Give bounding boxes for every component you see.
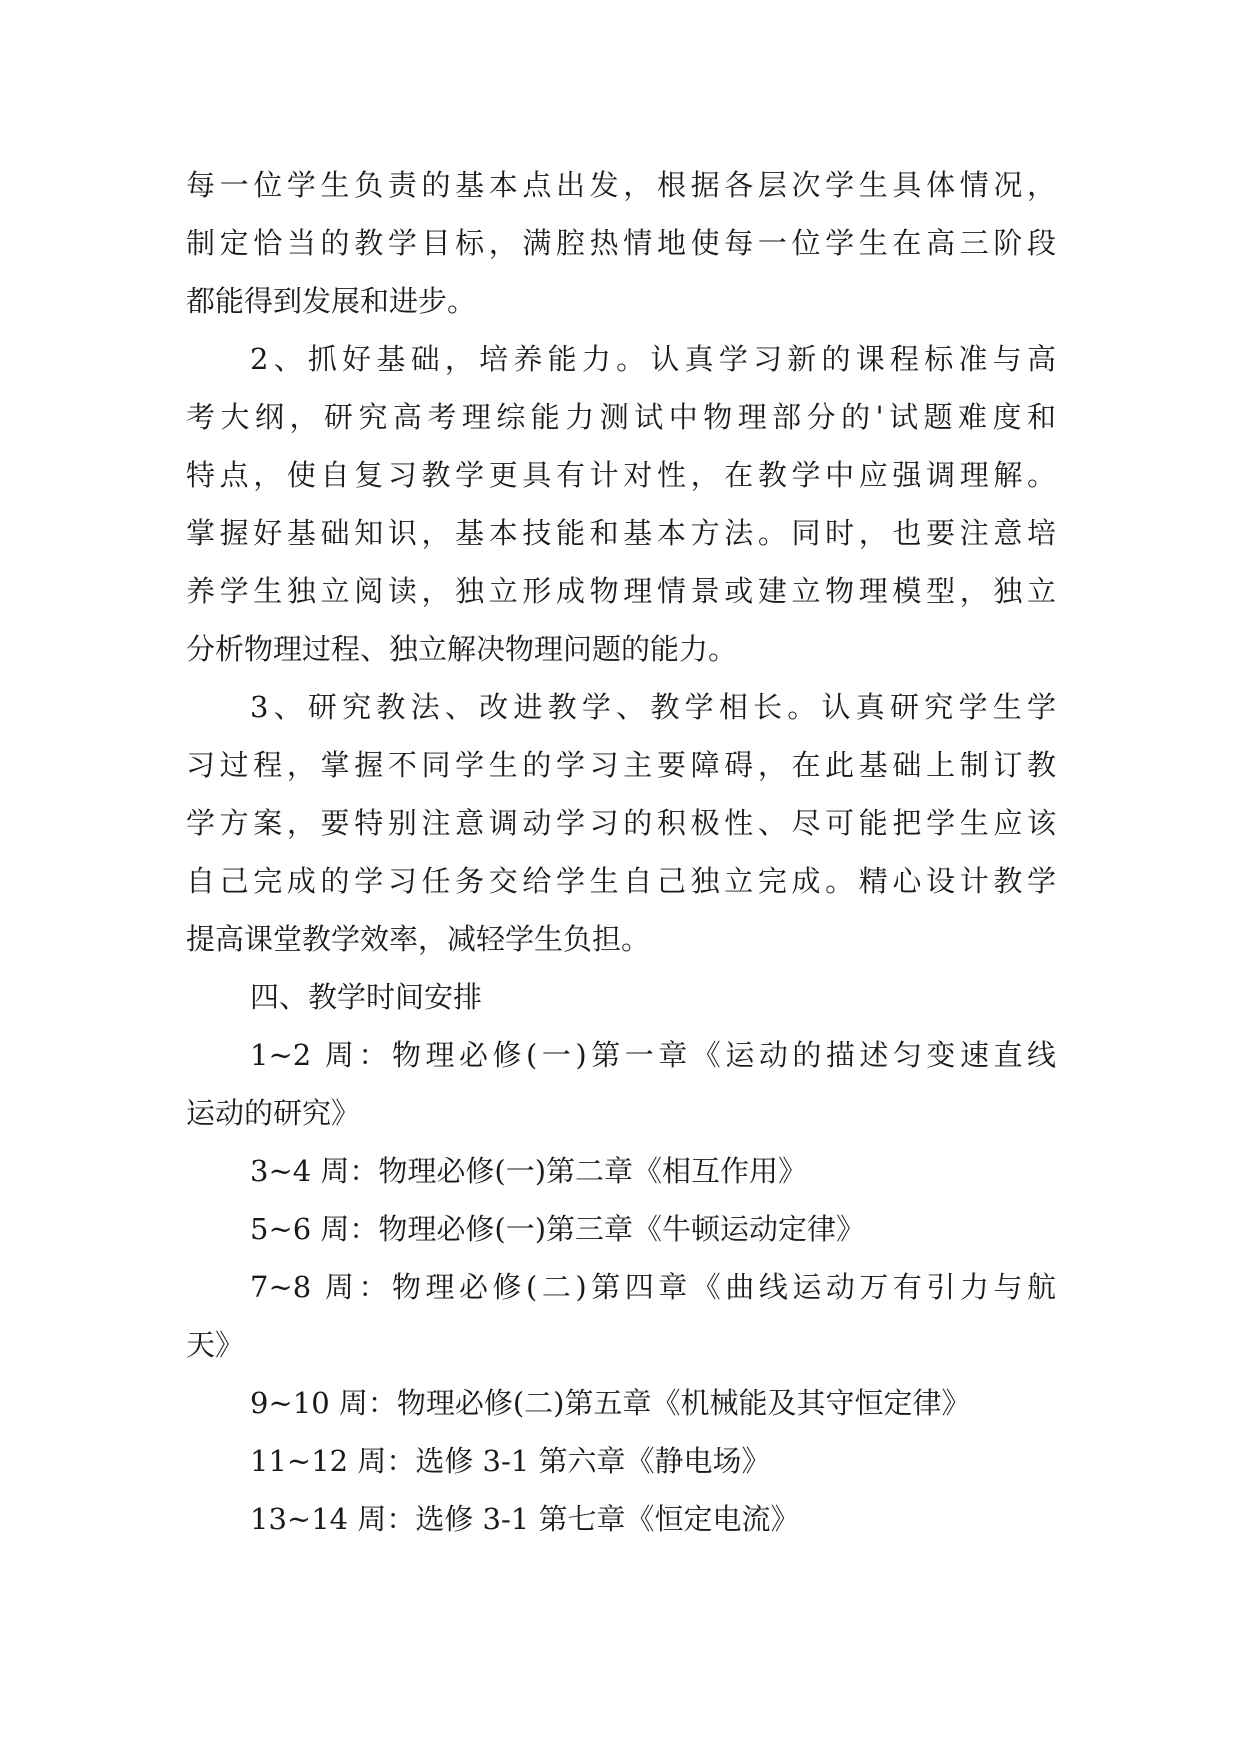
paragraph-line: 掌握好基础知识，基本技能和基本方法。同时，也要注意培 [186,516,1056,550]
paragraph-line: 养学生独立阅读，独立形成物理情景或建立物理模型，独立 [186,574,1056,608]
paragraph-line: 考大纲，研究高考理综能力测试中物理部分的'试题难度和 [186,400,1056,434]
paragraph-line: 自己完成的学习任务交给学生自己独立完成。精心设计教学 [186,864,1056,898]
paragraph-line: 提高课堂教学效率，减轻学生负担。 [186,922,651,956]
paragraph-line: 特点，使自复习教学更具有计对性，在教学中应强调理解。 [186,458,1056,492]
paragraph-line: 学方案，要特别注意调动学习的积极性、尽可能把学生应该 [186,806,1056,840]
paragraph-line: 习过程，掌握不同学生的学习主要障碍，在此基础上制订教 [186,748,1056,782]
schedule-line: 9~10 周：物理必修(二)第五章《机械能及其守恒定律》 [250,1386,971,1420]
schedule-line: 3~4 周：物理必修(一)第二章《相互作用》 [250,1154,808,1188]
section-heading: 四、教学时间安排 [250,980,483,1014]
schedule-line: 运动的研究》 [186,1096,361,1130]
paragraph-line: 每一位学生负责的基本点出发，根据各层次学生具体情况， [186,168,1056,202]
schedule-line: 11~12 周：选修 3-1 第六章《静电场》 [250,1444,771,1478]
paragraph-line: 制定恰当的教学目标，满腔热情地使每一位学生在高三阶段 [186,226,1056,260]
schedule-line: 天》 [186,1328,245,1362]
paragraph-line: 分析物理过程、独立解决物理问题的能力。 [186,632,738,666]
schedule-line: 5~6 周：物理必修(一)第三章《牛顿运动定律》 [250,1212,866,1246]
schedule-line: 7~8 周：物理必修(二)第四章《曲线运动万有引力与航 [250,1270,1056,1304]
schedule-line: 1~2 周：物理必修(一)第一章《运动的描述匀变速直线 [250,1038,1056,1072]
schedule-line: 13~14 周：选修 3-1 第七章《恒定电流》 [250,1502,800,1536]
paragraph-line: 都能得到发展和进步。 [186,284,477,318]
paragraph-line: 3、研究教法、改进教学、教学相长。认真研究学生学 [250,690,1056,724]
paragraph-line: 2、抓好基础，培养能力。认真学习新的课程标准与高 [250,342,1056,376]
